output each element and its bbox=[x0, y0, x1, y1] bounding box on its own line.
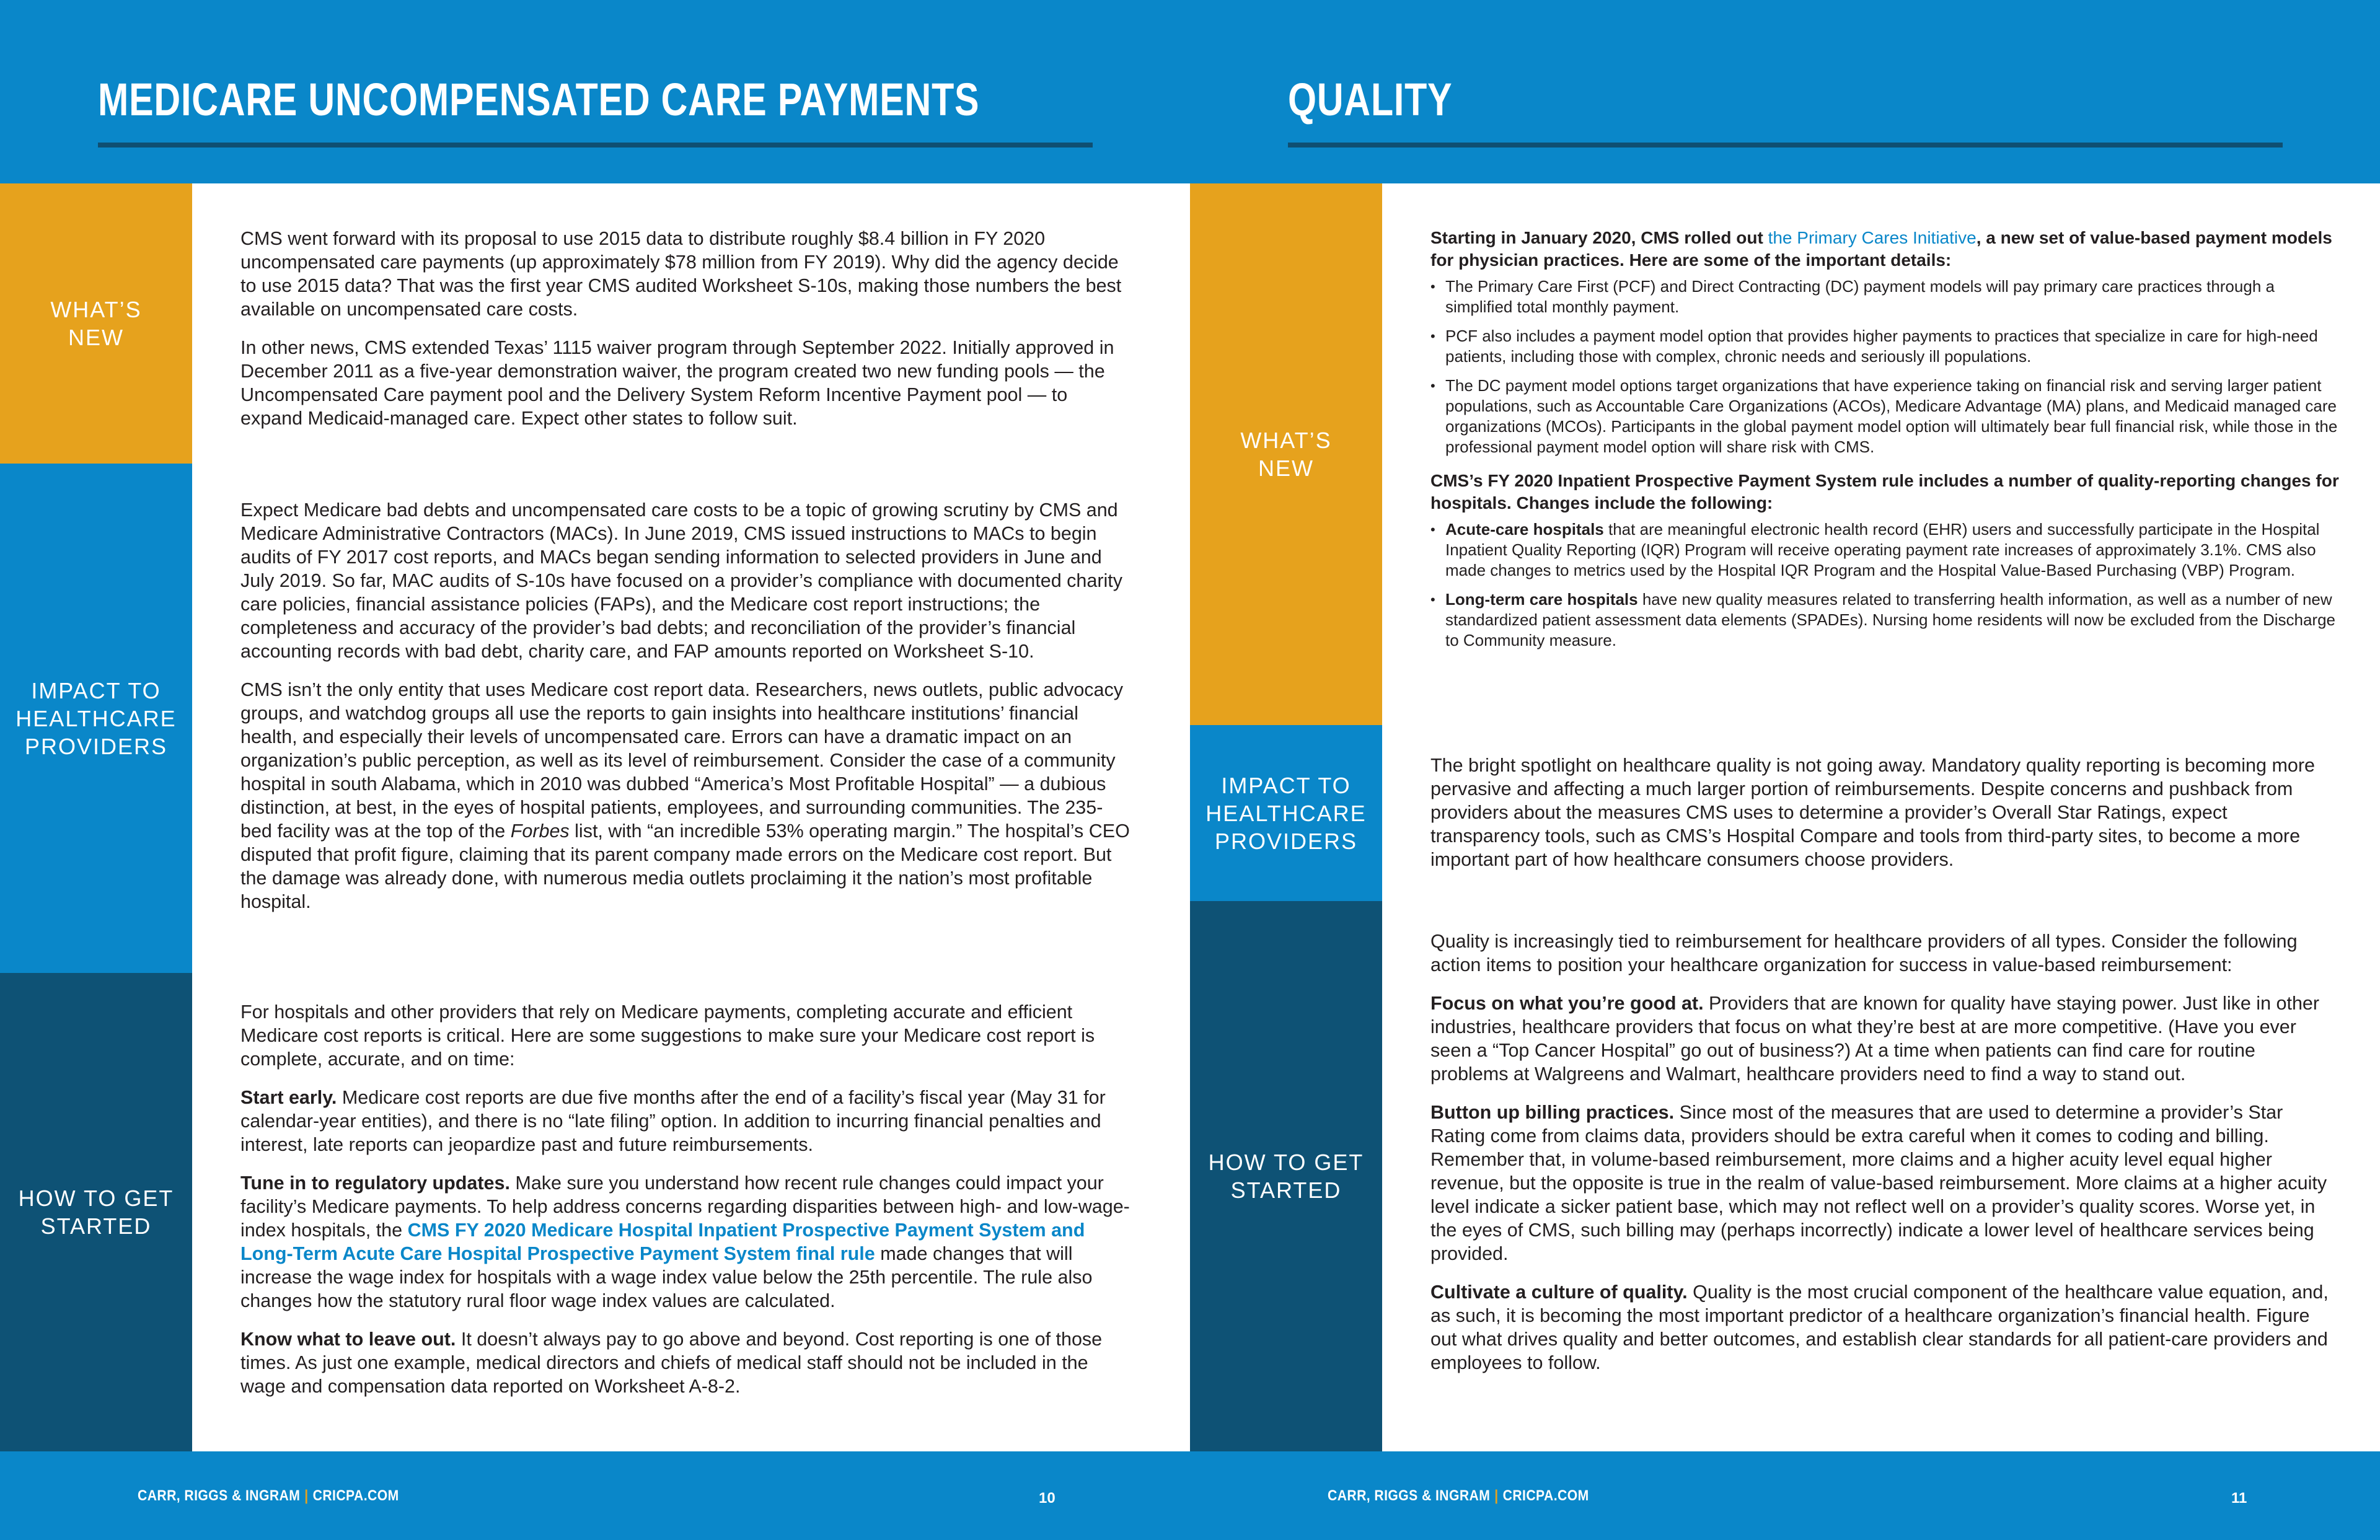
right-page bbox=[1190, 0, 2380, 1540]
paragraph bbox=[1430, 227, 2342, 271]
list-item: • The Primary Care First (PCF) and Direct Contracting (DC) payment models will pay primary care practices through a simplified total monthly payment. bbox=[1430, 276, 2342, 317]
text: Providers that are known for quality have staying power. Just like in other industries, healthcare providers that focus on what they’re best at are more competitive. (Have you ever seen a “Top Cancer Hospital” go out of business?) At a time when patients can find care for routine problems at Walgreens and Walmart, healthcare providers need to find a way to stand out. bbox=[1430, 993, 2320, 1085]
page-title: QUALITY bbox=[1288, 74, 1453, 125]
bold-text: , a new set of value-based payment models for physician practices. Here are some of the important details: bbox=[1430, 228, 2332, 270]
sidebar-impact bbox=[1190, 725, 1382, 901]
sidebar-whats-new bbox=[0, 183, 192, 464]
bullet-list bbox=[1430, 519, 2342, 651]
text: Since most of the measures that are used to determine a provider’s Star Rating come from claims data, providers should be extra careful when it comes to coding and billing. Remember that, in volume-based reimbursement, more claims and a higher acuity level equal higher revenue, but the opposite is true in the realm of value-based reimbursement. More claims at a higher acuity level indicate a sicker patient base, which may not reflect well on a provider’s quality scores. Worse yet, in the eyes of CMS, such billing may (perhaps incorrectly) indicate a lower level of healthcare services being provided. bbox=[1430, 1102, 2327, 1264]
cms-final-rule-link[interactable]: CMS FY 2020 Medicare Hospital Inpatient Prospective Payment System and Long-Term Acute Care Hospital Prospective Payment System final rule bbox=[240, 1220, 1085, 1264]
page-title: MEDICARE UNCOMPENSATED CARE PAYMENTS bbox=[98, 74, 980, 125]
impact-section bbox=[1430, 754, 2329, 886]
how-to-section bbox=[240, 1000, 1133, 1413]
left-content bbox=[192, 183, 1190, 1451]
whats-new-section bbox=[1430, 227, 2342, 659]
firm-site-link[interactable]: CRICPA.COM bbox=[1502, 1487, 1589, 1504]
text: Quality is the most crucial component of the healthcare value equation, and, as such, it is becoming the most important predictor of a healthcare organization’s financial health. Figure out what drives quality and better outcomes, and establish clear standards for all patient-care providers and employees to follow. bbox=[1430, 1282, 2329, 1373]
title-underline bbox=[1288, 143, 2283, 147]
firm-site-link[interactable]: CRICPA.COM bbox=[312, 1487, 399, 1504]
paragraph bbox=[240, 1086, 1133, 1156]
italic-text: Forbes bbox=[510, 821, 570, 842]
firm-name: CARR, RIGGS & INGRAM bbox=[138, 1487, 301, 1504]
paragraph: For hospitals and other providers that rely on Medicare payments, completing accurate and efficient Medicare cost reports is critical. Here are some suggestions to make sure your Medicare cost report is complete, accurate, and on time: bbox=[240, 1001, 1095, 1070]
right-sidebar bbox=[1190, 183, 1382, 1451]
paragraph: Quality is increasingly tied to reimbursement for healthcare providers of all types. Consider the following action items to position your healthcare organization for success in value-based reimbursement: bbox=[1430, 931, 2298, 975]
paragraph: The bright spotlight on healthcare quality is not going away. Mandatory quality reporting is becoming more pervasive and affecting a much larger portion of reimbursements. Despite concerns and pushback from providers about the measures CMS uses to determine a provider’s Overall Star Ratings, expect transparency tools, such as CMS’s Hospital Compare and tools from third-party sites, to become a more important part of how healthcare consumers choose providers. bbox=[1430, 755, 2315, 870]
right-body bbox=[1190, 183, 2380, 1451]
sidebar-label: IMPACT TO HEALTHCARE PROVIDERS bbox=[1205, 772, 1367, 854]
title-underline bbox=[98, 143, 1093, 147]
list-item bbox=[1430, 519, 2342, 581]
bold-heading: Tune in to regulatory updates. bbox=[240, 1173, 510, 1194]
paragraph bbox=[1430, 1280, 2329, 1375]
bold-heading: Know what to leave out. bbox=[240, 1329, 456, 1350]
sidebar-how-to bbox=[0, 973, 192, 1451]
text: Medicare cost reports are due five months after the end of a facility’s fiscal year (May 31 for calendar-year entities), and there is no “late filing” option. In addition to incurring financial penalties and interest, late reports can jeopardize past and future reimbursements. bbox=[240, 1087, 1106, 1155]
sidebar-whats-new bbox=[1190, 183, 1382, 725]
right-header bbox=[1190, 0, 2380, 183]
sidebar-label: HOW TO GET STARTED bbox=[18, 1186, 174, 1239]
list-item: • The DC payment model options target organizations that have experience taking on financial risk and serving larger patient populations, such as Accountable Care Organizations (ACOs), Medicare Advantage (MA) plans, and Medicaid managed care organizations (MCOs). Participants in the global payment model option will ultimately bear full financial risk, while those in the professional payment model option will share risk with CMS. bbox=[1430, 376, 2342, 457]
paragraph: Expect Medicare bad debts and uncompensated care costs to be a topic of growing scrutiny by CMS and Medicare Administrative Contractors (MACs). In June 2019, CMS issued instructions to MACs to begin audits of FY 2017 cost reports, and MACs began sending information to selected providers in June and July 2019. So far, MAC audits of S-10s have focused on a provider’s compliance with documented charity care policies, financial assistance policies (FAPs), and the Medicare cost report instructions; the completeness and accuracy of the provider’s bad debts; and reconciliation of the provider’s financial accounting records with bad debt, charity care, and FAP amounts reported on Worksheet S-10. bbox=[240, 499, 1122, 662]
bullet-list bbox=[1430, 276, 2342, 457]
paragraph: In other news, CMS extended Texas’ 1115 waiver program through September 2022. Initially approved in December 2011 as a five-year demonstration waiver, the program created two new funding pools — the Uncompensated Care payment pool and the Delivery System Reform Incentive Payment pool — to expand Medicaid-managed care. Expect other states to follow suit. bbox=[240, 337, 1114, 429]
bold-text: Long-term care hospitals bbox=[1445, 590, 1638, 609]
list-item: • PCF also includes a payment model option that provides higher payments to practices that specialize in care for high-need patients, including those with complex, chronic needs and seriously ill populations. bbox=[1430, 326, 2342, 367]
firm-name: CARR, RIGGS & INGRAM bbox=[1328, 1487, 1491, 1504]
paragraph bbox=[240, 1171, 1133, 1313]
text: Make sure you understand how recent rule changes could impact your facility’s Medicare payments. To help address concerns regarding disparities between high- and low-wage-index hospitals, the bbox=[240, 1173, 1130, 1241]
footer-firm bbox=[1328, 1487, 1589, 1505]
bold-heading: Focus on what you’re good at. bbox=[1430, 993, 1704, 1014]
paragraph bbox=[240, 678, 1133, 913]
bold-text: Starting in January 2020, CMS rolled out bbox=[1430, 228, 1768, 247]
page-number: 11 bbox=[2231, 1490, 2247, 1507]
paragraph bbox=[240, 1327, 1133, 1398]
footer-firm bbox=[138, 1487, 399, 1505]
text: have new quality measures related to transferring health information, as well as a number of new standardized patient assessment data elements (SPADEs). Nursing home residents will now be excluded from the Discharge to Community measure. bbox=[1445, 590, 2335, 649]
sidebar-how-to bbox=[1190, 901, 1382, 1451]
footer-separator: | bbox=[1494, 1487, 1499, 1504]
bold-heading: Cultivate a culture of quality. bbox=[1430, 1282, 1688, 1303]
page-number: 10 bbox=[1039, 1490, 1056, 1507]
whats-new-section bbox=[240, 227, 1133, 445]
bold-heading: Button up billing practices. bbox=[1430, 1102, 1675, 1123]
how-to-section bbox=[1430, 930, 2329, 1389]
bold-text: Acute-care hospitals bbox=[1445, 520, 1604, 539]
paragraph bbox=[1430, 470, 2342, 514]
list-item bbox=[1430, 589, 2342, 651]
text: made changes that will increase the wage index for hospitals with a wage index value below the 25th percentile. The rule also changes how the statutory rural floor wage index values are calculated. bbox=[240, 1243, 1093, 1311]
bold-text: CMS’s FY 2020 Inpatient Prospective Payment System rule includes a number of quality-reporting changes for hospitals. Changes include the following: bbox=[1430, 471, 2339, 513]
left-header bbox=[0, 0, 1190, 183]
bold-heading: Start early. bbox=[240, 1087, 337, 1108]
sidebar-impact bbox=[0, 464, 192, 973]
left-body bbox=[0, 183, 1190, 1451]
sidebar-label: WHAT’S NEW bbox=[50, 297, 142, 350]
right-content bbox=[1382, 183, 2380, 1451]
text: CMS isn’t the only entity that uses Medicare cost report data. Researchers, news outlets, public advocacy groups, and watchdog groups all use the reports to gain insights into healthcare institutions’ financial health, and especially their levels of uncompensated care. Errors can have a dramatic impact on an organization’s public perception, as well as its level of reimbursement. Consider the case of a community hospital in south Alabama, which in 2010 was dubbed “America’s Most Profitable Hospital” — a dubious distinction, at best, in the eyes of hospital patients, employees, and surrounding communities. The 235-bed facility was at the top of the bbox=[240, 679, 1124, 842]
paragraph bbox=[1430, 992, 2329, 1086]
sidebar-label: WHAT’S NEW bbox=[1240, 428, 1332, 481]
impact-section bbox=[240, 498, 1133, 928]
text: It doesn’t always pay to go above and beyond. Cost reporting is one of those times. As just one example, medical directors and chiefs of medical staff should not be included in the wage and compensation data reported on Worksheet A-8-2. bbox=[240, 1329, 1103, 1397]
paragraph: CMS went forward with its proposal to use 2015 data to distribute roughly $8.4 billion in FY 2020 uncompensated care payments (up approximately $78 million from FY 2019). Why did the agency decide to use 2015 data? That was the first year CMS audited Worksheet S-10s, making those numbers the best available on uncompensated care costs. bbox=[240, 228, 1122, 320]
footer-separator: | bbox=[304, 1487, 309, 1504]
sidebar-label: IMPACT TO HEALTHCARE PROVIDERS bbox=[15, 677, 177, 759]
text: that are meaningful electronic health record (EHR) users and successfully participate in the Hospital Inpatient Quality Reporting (IQR) Program will receive operating payment rate increases of approximately 3.1%. CMS also made changes to metrics used by the Hospital IQR Program and the Hospital Value-Based Purchasing (VBP) Program. bbox=[1445, 520, 2320, 579]
primary-cares-link[interactable]: the Primary Cares Initiative bbox=[1768, 228, 1977, 247]
sidebar-label: HOW TO GET STARTED bbox=[1208, 1150, 1364, 1203]
text: list, with “an incredible 53% operating margin.” The hospital’s CEO disputed that profit figure, claiming that its parent company made errors on the Medicare cost report. But the damage was already done, with numerous media outlets proclaiming it the nation’s most profitable hospital. bbox=[240, 821, 1130, 912]
paragraph bbox=[1430, 1101, 2329, 1265]
left-sidebar bbox=[0, 183, 192, 1451]
